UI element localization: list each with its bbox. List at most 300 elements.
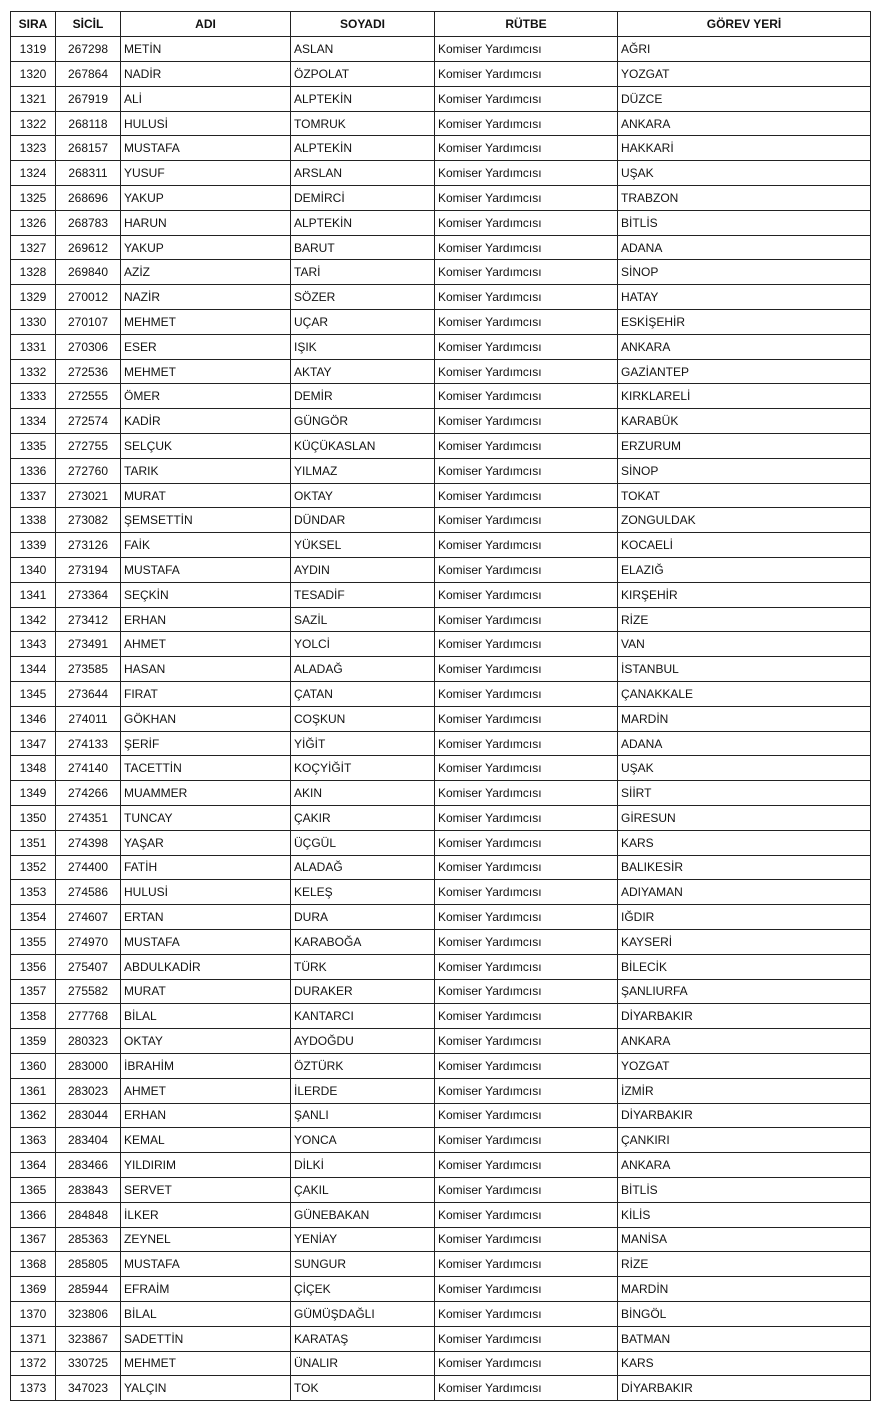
cell-adi: MEHMET xyxy=(121,1351,291,1376)
cell-gorev-yeri: KARS xyxy=(618,1351,871,1376)
cell-rutbe: Komiser Yardımcısı xyxy=(435,1301,618,1326)
table-row xyxy=(11,384,871,409)
cell-adi: MUSTAFA xyxy=(121,136,291,161)
cell-gorev-yeri: HATAY xyxy=(618,285,871,310)
cell-sira: 1346 xyxy=(11,706,56,731)
cell-sira: 1347 xyxy=(11,731,56,756)
cell-sira: 1364 xyxy=(11,1153,56,1178)
cell-rutbe: Komiser Yardımcısı xyxy=(435,434,618,459)
cell-rutbe: Komiser Yardımcısı xyxy=(435,136,618,161)
cell-soyadi: ŞANLI xyxy=(291,1103,435,1128)
cell-rutbe: Komiser Yardımcısı xyxy=(435,929,618,954)
cell-adi: OKTAY xyxy=(121,1029,291,1054)
cell-soyadi: ÇATAN xyxy=(291,682,435,707)
cell-gorev-yeri: GİRESUN xyxy=(618,806,871,831)
table-row xyxy=(11,409,871,434)
cell-sicil: 283466 xyxy=(56,1153,121,1178)
table-row xyxy=(11,1227,871,1252)
cell-soyadi: ÜNALIR xyxy=(291,1351,435,1376)
cell-gorev-yeri: ÇANKIRI xyxy=(618,1128,871,1153)
cell-rutbe: Komiser Yardımcısı xyxy=(435,235,618,260)
cell-gorev-yeri: IĞDIR xyxy=(618,905,871,930)
cell-gorev-yeri: KARS xyxy=(618,830,871,855)
cell-soyadi: YENİAY xyxy=(291,1227,435,1252)
cell-adi: ŞEMSETTİN xyxy=(121,508,291,533)
cell-sicil: 323806 xyxy=(56,1301,121,1326)
cell-sicil: 347023 xyxy=(56,1376,121,1401)
cell-sira: 1319 xyxy=(11,37,56,62)
table-row xyxy=(11,1277,871,1302)
table-row xyxy=(11,905,871,930)
cell-sicil: 268783 xyxy=(56,210,121,235)
cell-sira: 1332 xyxy=(11,359,56,384)
cell-sicil: 272755 xyxy=(56,434,121,459)
cell-soyadi: GÜNEBAKAN xyxy=(291,1202,435,1227)
cell-soyadi: GÜNGÖR xyxy=(291,409,435,434)
cell-gorev-yeri: DİYARBAKIR xyxy=(618,1376,871,1401)
cell-sicil: 283023 xyxy=(56,1078,121,1103)
cell-rutbe: Komiser Yardımcısı xyxy=(435,558,618,583)
header-gorev-yeri: GÖREV YERİ xyxy=(618,12,871,37)
cell-gorev-yeri: TOKAT xyxy=(618,483,871,508)
cell-soyadi: AYDOĞDU xyxy=(291,1029,435,1054)
cell-gorev-yeri: VAN xyxy=(618,632,871,657)
cell-rutbe: Komiser Yardımcısı xyxy=(435,1202,618,1227)
cell-rutbe: Komiser Yardımcısı xyxy=(435,1029,618,1054)
cell-adi: ŞERİF xyxy=(121,731,291,756)
cell-sira: 1350 xyxy=(11,806,56,831)
cell-rutbe: Komiser Yardımcısı xyxy=(435,781,618,806)
cell-soyadi: SUNGUR xyxy=(291,1252,435,1277)
cell-gorev-yeri: ADANA xyxy=(618,731,871,756)
cell-rutbe: Komiser Yardımcısı xyxy=(435,1326,618,1351)
cell-adi: YALÇIN xyxy=(121,1376,291,1401)
cell-adi: FAİK xyxy=(121,533,291,558)
cell-adi: TARIK xyxy=(121,458,291,483)
cell-gorev-yeri: KARABÜK xyxy=(618,409,871,434)
table-row xyxy=(11,929,871,954)
table-row xyxy=(11,806,871,831)
table-row xyxy=(11,731,871,756)
cell-soyadi: ÜÇGÜL xyxy=(291,830,435,855)
cell-adi: HULUSİ xyxy=(121,111,291,136)
cell-sira: 1371 xyxy=(11,1326,56,1351)
cell-rutbe: Komiser Yardımcısı xyxy=(435,905,618,930)
table-row xyxy=(11,1376,871,1401)
personnel-list-sheet xyxy=(10,11,870,1401)
cell-soyadi: TOMRUK xyxy=(291,111,435,136)
cell-soyadi: BARUT xyxy=(291,235,435,260)
cell-gorev-yeri: ANKARA xyxy=(618,111,871,136)
table-row xyxy=(11,62,871,87)
cell-rutbe: Komiser Yardımcısı xyxy=(435,979,618,1004)
cell-adi: BİLAL xyxy=(121,1004,291,1029)
cell-sira: 1349 xyxy=(11,781,56,806)
cell-gorev-yeri: ADIYAMAN xyxy=(618,880,871,905)
cell-sicil: 283404 xyxy=(56,1128,121,1153)
cell-soyadi: ÖZPOLAT xyxy=(291,62,435,87)
cell-rutbe: Komiser Yardımcısı xyxy=(435,359,618,384)
cell-gorev-yeri: YOZGAT xyxy=(618,1053,871,1078)
cell-gorev-yeri: BİTLİS xyxy=(618,1177,871,1202)
cell-sira: 1367 xyxy=(11,1227,56,1252)
table-row xyxy=(11,434,871,459)
cell-sicil: 285805 xyxy=(56,1252,121,1277)
table-row xyxy=(11,86,871,111)
cell-sira: 1337 xyxy=(11,483,56,508)
cell-sicil: 270012 xyxy=(56,285,121,310)
cell-rutbe: Komiser Yardımcısı xyxy=(435,582,618,607)
cell-rutbe: Komiser Yardımcısı xyxy=(435,855,618,880)
cell-sira: 1333 xyxy=(11,384,56,409)
cell-adi: ZEYNEL xyxy=(121,1227,291,1252)
cell-sira: 1327 xyxy=(11,235,56,260)
cell-rutbe: Komiser Yardımcısı xyxy=(435,806,618,831)
cell-soyadi: ALPTEKİN xyxy=(291,210,435,235)
cell-gorev-yeri: BİTLİS xyxy=(618,210,871,235)
cell-adi: SERVET xyxy=(121,1177,291,1202)
table-row xyxy=(11,1301,871,1326)
cell-rutbe: Komiser Yardımcısı xyxy=(435,86,618,111)
cell-sira: 1372 xyxy=(11,1351,56,1376)
cell-sira: 1368 xyxy=(11,1252,56,1277)
cell-sira: 1361 xyxy=(11,1078,56,1103)
cell-rutbe: Komiser Yardımcısı xyxy=(435,1177,618,1202)
cell-sira: 1363 xyxy=(11,1128,56,1153)
cell-adi: ERHAN xyxy=(121,607,291,632)
cell-sira: 1362 xyxy=(11,1103,56,1128)
cell-soyadi: SÖZER xyxy=(291,285,435,310)
cell-gorev-yeri: GAZİANTEP xyxy=(618,359,871,384)
cell-adi: NAZİR xyxy=(121,285,291,310)
cell-gorev-yeri: ZONGULDAK xyxy=(618,508,871,533)
cell-gorev-yeri: İSTANBUL xyxy=(618,657,871,682)
cell-gorev-yeri: DİYARBAKIR xyxy=(618,1004,871,1029)
header-row xyxy=(11,12,871,37)
cell-soyadi: ÇAKIL xyxy=(291,1177,435,1202)
cell-rutbe: Komiser Yardımcısı xyxy=(435,607,618,632)
cell-soyadi: TÜRK xyxy=(291,954,435,979)
cell-sicil: 273585 xyxy=(56,657,121,682)
cell-sicil: 280323 xyxy=(56,1029,121,1054)
cell-gorev-yeri: TRABZON xyxy=(618,186,871,211)
table-row xyxy=(11,483,871,508)
cell-gorev-yeri: İZMİR xyxy=(618,1078,871,1103)
cell-sicil: 274400 xyxy=(56,855,121,880)
cell-sicil: 274607 xyxy=(56,905,121,930)
cell-gorev-yeri: BİNGÖL xyxy=(618,1301,871,1326)
cell-gorev-yeri: MARDİN xyxy=(618,1277,871,1302)
cell-adi: AHMET xyxy=(121,1078,291,1103)
cell-gorev-yeri: ANKARA xyxy=(618,334,871,359)
cell-sicil: 267864 xyxy=(56,62,121,87)
table-row xyxy=(11,1252,871,1277)
cell-soyadi: OKTAY xyxy=(291,483,435,508)
cell-adi: İLKER xyxy=(121,1202,291,1227)
cell-adi: GÖKHAN xyxy=(121,706,291,731)
table-row xyxy=(11,1029,871,1054)
header-sira: SIRA xyxy=(11,12,56,37)
cell-sira: 1335 xyxy=(11,434,56,459)
cell-sira: 1325 xyxy=(11,186,56,211)
cell-sicil: 269612 xyxy=(56,235,121,260)
cell-sicil: 274133 xyxy=(56,731,121,756)
cell-sicil: 275407 xyxy=(56,954,121,979)
cell-rutbe: Komiser Yardımcısı xyxy=(435,1078,618,1103)
cell-rutbe: Komiser Yardımcısı xyxy=(435,1351,618,1376)
cell-adi: AZİZ xyxy=(121,260,291,285)
cell-gorev-yeri: RİZE xyxy=(618,607,871,632)
table-row xyxy=(11,136,871,161)
cell-soyadi: DURA xyxy=(291,905,435,930)
cell-sira: 1339 xyxy=(11,533,56,558)
cell-rutbe: Komiser Yardımcısı xyxy=(435,682,618,707)
cell-sira: 1351 xyxy=(11,830,56,855)
cell-rutbe: Komiser Yardımcısı xyxy=(435,1376,618,1401)
cell-adi: MURAT xyxy=(121,483,291,508)
cell-soyadi: İLERDE xyxy=(291,1078,435,1103)
table-row xyxy=(11,1128,871,1153)
cell-adi: YUSUF xyxy=(121,161,291,186)
cell-sicil: 267919 xyxy=(56,86,121,111)
cell-adi: HASAN xyxy=(121,657,291,682)
cell-sira: 1369 xyxy=(11,1277,56,1302)
cell-adi: EFRAİM xyxy=(121,1277,291,1302)
cell-sicil: 270107 xyxy=(56,310,121,335)
table-row xyxy=(11,533,871,558)
cell-gorev-yeri: UŞAK xyxy=(618,756,871,781)
cell-adi: ESER xyxy=(121,334,291,359)
cell-rutbe: Komiser Yardımcısı xyxy=(435,260,618,285)
cell-soyadi: YİĞİT xyxy=(291,731,435,756)
cell-adi: AHMET xyxy=(121,632,291,657)
table-row xyxy=(11,1326,871,1351)
cell-rutbe: Komiser Yardımcısı xyxy=(435,384,618,409)
cell-soyadi: YÜKSEL xyxy=(291,533,435,558)
cell-soyadi: ÇİÇEK xyxy=(291,1277,435,1302)
cell-rutbe: Komiser Yardımcısı xyxy=(435,880,618,905)
cell-soyadi: ALADAĞ xyxy=(291,657,435,682)
cell-rutbe: Komiser Yardımcısı xyxy=(435,1004,618,1029)
cell-gorev-yeri: DÜZCE xyxy=(618,86,871,111)
header-sicil: SİCİL xyxy=(56,12,121,37)
cell-soyadi: UÇAR xyxy=(291,310,435,335)
cell-soyadi: IŞIK xyxy=(291,334,435,359)
cell-sira: 1370 xyxy=(11,1301,56,1326)
cell-sira: 1352 xyxy=(11,855,56,880)
cell-sicil: 285363 xyxy=(56,1227,121,1252)
cell-rutbe: Komiser Yardımcısı xyxy=(435,632,618,657)
cell-sira: 1326 xyxy=(11,210,56,235)
cell-adi: METİN xyxy=(121,37,291,62)
cell-adi: KADİR xyxy=(121,409,291,434)
cell-gorev-yeri: UŞAK xyxy=(618,161,871,186)
cell-sicil: 283000 xyxy=(56,1053,121,1078)
cell-adi: FIRAT xyxy=(121,682,291,707)
cell-adi: BİLAL xyxy=(121,1301,291,1326)
cell-soyadi: TESADİF xyxy=(291,582,435,607)
cell-gorev-yeri: ANKARA xyxy=(618,1029,871,1054)
cell-sicil: 273644 xyxy=(56,682,121,707)
cell-rutbe: Komiser Yardımcısı xyxy=(435,37,618,62)
cell-sira: 1330 xyxy=(11,310,56,335)
cell-gorev-yeri: MARDİN xyxy=(618,706,871,731)
cell-sicil: 269840 xyxy=(56,260,121,285)
cell-soyadi: AYDIN xyxy=(291,558,435,583)
cell-sira: 1356 xyxy=(11,954,56,979)
table-row xyxy=(11,235,871,260)
table-row xyxy=(11,1351,871,1376)
cell-rutbe: Komiser Yardımcısı xyxy=(435,954,618,979)
cell-adi: MUSTAFA xyxy=(121,1252,291,1277)
cell-gorev-yeri: DİYARBAKIR xyxy=(618,1103,871,1128)
cell-gorev-yeri: ADANA xyxy=(618,235,871,260)
header-soyadi: SOYADI xyxy=(291,12,435,37)
table-row xyxy=(11,1202,871,1227)
table-body xyxy=(11,37,871,1401)
cell-rutbe: Komiser Yardımcısı xyxy=(435,1053,618,1078)
cell-sicil: 275582 xyxy=(56,979,121,1004)
cell-sira: 1343 xyxy=(11,632,56,657)
cell-gorev-yeri: KİLİS xyxy=(618,1202,871,1227)
cell-adi: MUAMMER xyxy=(121,781,291,806)
cell-gorev-yeri: HAKKARİ xyxy=(618,136,871,161)
cell-sira: 1321 xyxy=(11,86,56,111)
cell-soyadi: ÇAKIR xyxy=(291,806,435,831)
cell-gorev-yeri: SİİRT xyxy=(618,781,871,806)
table-row xyxy=(11,582,871,607)
cell-soyadi: YILMAZ xyxy=(291,458,435,483)
cell-sira: 1320 xyxy=(11,62,56,87)
cell-sicil: 274586 xyxy=(56,880,121,905)
cell-sicil: 273412 xyxy=(56,607,121,632)
table-row xyxy=(11,1103,871,1128)
cell-sira: 1366 xyxy=(11,1202,56,1227)
cell-rutbe: Komiser Yardımcısı xyxy=(435,830,618,855)
cell-soyadi: DEMİRCİ xyxy=(291,186,435,211)
cell-sira: 1341 xyxy=(11,582,56,607)
table-row xyxy=(11,111,871,136)
cell-soyadi: ALADAĞ xyxy=(291,855,435,880)
cell-sicil: 277768 xyxy=(56,1004,121,1029)
table-row xyxy=(11,458,871,483)
cell-adi: ERHAN xyxy=(121,1103,291,1128)
cell-rutbe: Komiser Yardımcısı xyxy=(435,1103,618,1128)
cell-sira: 1344 xyxy=(11,657,56,682)
cell-soyadi: KANTARCI xyxy=(291,1004,435,1029)
cell-sira: 1338 xyxy=(11,508,56,533)
cell-sira: 1328 xyxy=(11,260,56,285)
cell-sicil: 272555 xyxy=(56,384,121,409)
cell-soyadi: TARİ xyxy=(291,260,435,285)
cell-sicil: 273082 xyxy=(56,508,121,533)
cell-sicil: 268118 xyxy=(56,111,121,136)
cell-soyadi: AKIN xyxy=(291,781,435,806)
cell-sira: 1324 xyxy=(11,161,56,186)
cell-rutbe: Komiser Yardımcısı xyxy=(435,210,618,235)
cell-sicil: 272574 xyxy=(56,409,121,434)
cell-sicil: 268157 xyxy=(56,136,121,161)
cell-gorev-yeri: ESKİŞEHİR xyxy=(618,310,871,335)
cell-soyadi: ARSLAN xyxy=(291,161,435,186)
cell-soyadi: DÜNDAR xyxy=(291,508,435,533)
cell-sira: 1354 xyxy=(11,905,56,930)
cell-sira: 1359 xyxy=(11,1029,56,1054)
cell-adi: NADİR xyxy=(121,62,291,87)
header-adi: ADI xyxy=(121,12,291,37)
cell-soyadi: SAZİL xyxy=(291,607,435,632)
table-row xyxy=(11,979,871,1004)
cell-sira: 1336 xyxy=(11,458,56,483)
cell-rutbe: Komiser Yardımcısı xyxy=(435,508,618,533)
cell-sicil: 273194 xyxy=(56,558,121,583)
cell-adi: YAŞAR xyxy=(121,830,291,855)
cell-adi: YILDIRIM xyxy=(121,1153,291,1178)
cell-sicil: 283044 xyxy=(56,1103,121,1128)
header-rutbe: RÜTBE xyxy=(435,12,618,37)
cell-gorev-yeri: BATMAN xyxy=(618,1326,871,1351)
cell-rutbe: Komiser Yardımcısı xyxy=(435,1128,618,1153)
cell-sicil: 270306 xyxy=(56,334,121,359)
table-row xyxy=(11,310,871,335)
cell-sira: 1365 xyxy=(11,1177,56,1202)
cell-sira: 1323 xyxy=(11,136,56,161)
table-row xyxy=(11,781,871,806)
table-row xyxy=(11,657,871,682)
cell-adi: ALİ xyxy=(121,86,291,111)
cell-rutbe: Komiser Yardımcısı xyxy=(435,483,618,508)
cell-soyadi: DİLKİ xyxy=(291,1153,435,1178)
cell-sira: 1322 xyxy=(11,111,56,136)
cell-rutbe: Komiser Yardımcısı xyxy=(435,756,618,781)
table-row xyxy=(11,37,871,62)
cell-soyadi: YOLCİ xyxy=(291,632,435,657)
cell-rutbe: Komiser Yardımcısı xyxy=(435,1277,618,1302)
cell-gorev-yeri: ÇANAKKALE xyxy=(618,682,871,707)
table-row xyxy=(11,260,871,285)
cell-gorev-yeri: KIRKLARELİ xyxy=(618,384,871,409)
cell-soyadi: TOK xyxy=(291,1376,435,1401)
cell-gorev-yeri: RİZE xyxy=(618,1252,871,1277)
cell-sira: 1353 xyxy=(11,880,56,905)
cell-adi: ERTAN xyxy=(121,905,291,930)
cell-soyadi: DEMİR xyxy=(291,384,435,409)
cell-sicil: 273364 xyxy=(56,582,121,607)
cell-sira: 1345 xyxy=(11,682,56,707)
cell-soyadi: ALPTEKİN xyxy=(291,86,435,111)
table-row xyxy=(11,1053,871,1078)
cell-soyadi: COŞKUN xyxy=(291,706,435,731)
cell-sicil: 274351 xyxy=(56,806,121,831)
cell-rutbe: Komiser Yardımcısı xyxy=(435,1227,618,1252)
cell-sira: 1358 xyxy=(11,1004,56,1029)
cell-gorev-yeri: MANİSA xyxy=(618,1227,871,1252)
cell-gorev-yeri: YOZGAT xyxy=(618,62,871,87)
cell-sira: 1342 xyxy=(11,607,56,632)
cell-sicil: 284848 xyxy=(56,1202,121,1227)
cell-sicil: 285944 xyxy=(56,1277,121,1302)
cell-soyadi: KÜÇÜKASLAN xyxy=(291,434,435,459)
cell-sicil: 268696 xyxy=(56,186,121,211)
cell-adi: TUNCAY xyxy=(121,806,291,831)
table-row xyxy=(11,1078,871,1103)
personnel-table xyxy=(10,11,871,1401)
cell-sira: 1329 xyxy=(11,285,56,310)
cell-sicil: 273021 xyxy=(56,483,121,508)
cell-rutbe: Komiser Yardımcısı xyxy=(435,657,618,682)
cell-rutbe: Komiser Yardımcısı xyxy=(435,706,618,731)
cell-sira: 1334 xyxy=(11,409,56,434)
